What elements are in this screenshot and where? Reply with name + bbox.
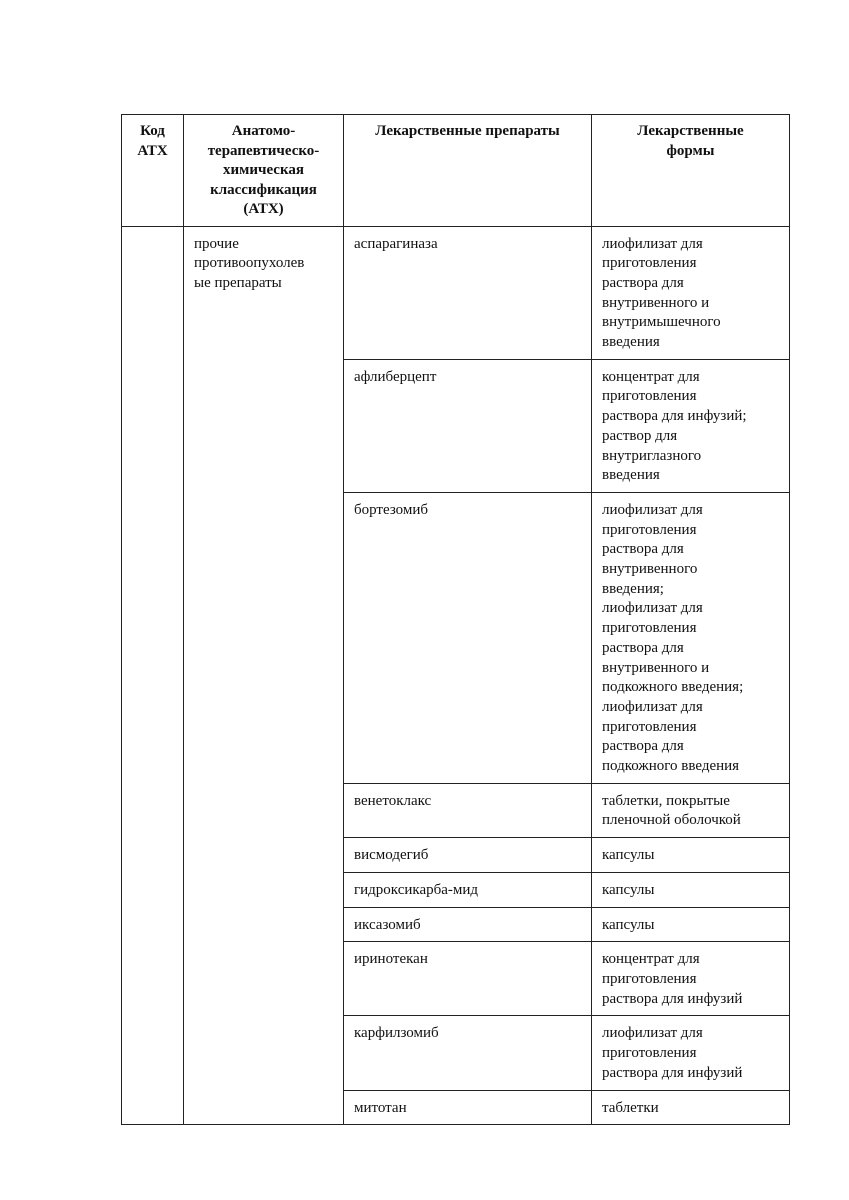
- dosage-forms: таблетки, покрытые пленочной оболочкой: [592, 783, 790, 837]
- atc-group-name: прочие противоопухолев ые препараты: [184, 226, 344, 1125]
- header-atc-code: Код АТХ: [122, 115, 184, 227]
- drug-name: бортезомиб: [344, 492, 592, 783]
- dosage-forms: капсулы: [592, 838, 790, 873]
- dosage-forms: таблетки: [592, 1090, 790, 1125]
- dosage-forms: капсулы: [592, 907, 790, 942]
- table-header: [122, 115, 790, 227]
- drug-name: венетоклакс: [344, 783, 592, 837]
- table-body: [122, 226, 790, 1125]
- header-atc-classification: Анатомо- терапевтическо- химическая классификация (АТХ): [184, 115, 344, 227]
- dosage-forms: концентрат для приготовления раствора для инфузий; раствор для внутриглазного введения: [592, 359, 790, 492]
- dosage-forms: лиофилизат для приготовления раствора для внутривенного и внутримышечного введения: [592, 226, 790, 359]
- dosage-forms: капсулы: [592, 872, 790, 907]
- dosage-forms: лиофилизат для приготовления раствора для внутривенного введения; лиофилизат для приготовления раствора для внутривенного и подкожного введения; лиофилизат для приготовления раствора для подкожного введения: [592, 492, 790, 783]
- dosage-forms: лиофилизат для приготовления раствора для инфузий: [592, 1016, 790, 1090]
- atc-code-cell: [122, 226, 184, 1125]
- drug-name: иринотекан: [344, 942, 592, 1016]
- dosage-forms: концентрат для приготовления раствора для инфузий: [592, 942, 790, 1016]
- atx-drug-table: [121, 114, 790, 1125]
- header-dosage-forms: Лекарственные формы: [592, 115, 790, 227]
- header-row: [122, 115, 790, 227]
- drug-name: висмодегиб: [344, 838, 592, 873]
- drug-name: аспарагиназа: [344, 226, 592, 359]
- drug-name: иксазомиб: [344, 907, 592, 942]
- drug-name: афлиберцепт: [344, 359, 592, 492]
- table-row: [122, 226, 790, 359]
- header-drugs: Лекарственные препараты: [344, 115, 592, 227]
- drug-name: гидроксикарба-мид: [344, 872, 592, 907]
- drug-name: митотан: [344, 1090, 592, 1125]
- drug-name: карфилзомиб: [344, 1016, 592, 1090]
